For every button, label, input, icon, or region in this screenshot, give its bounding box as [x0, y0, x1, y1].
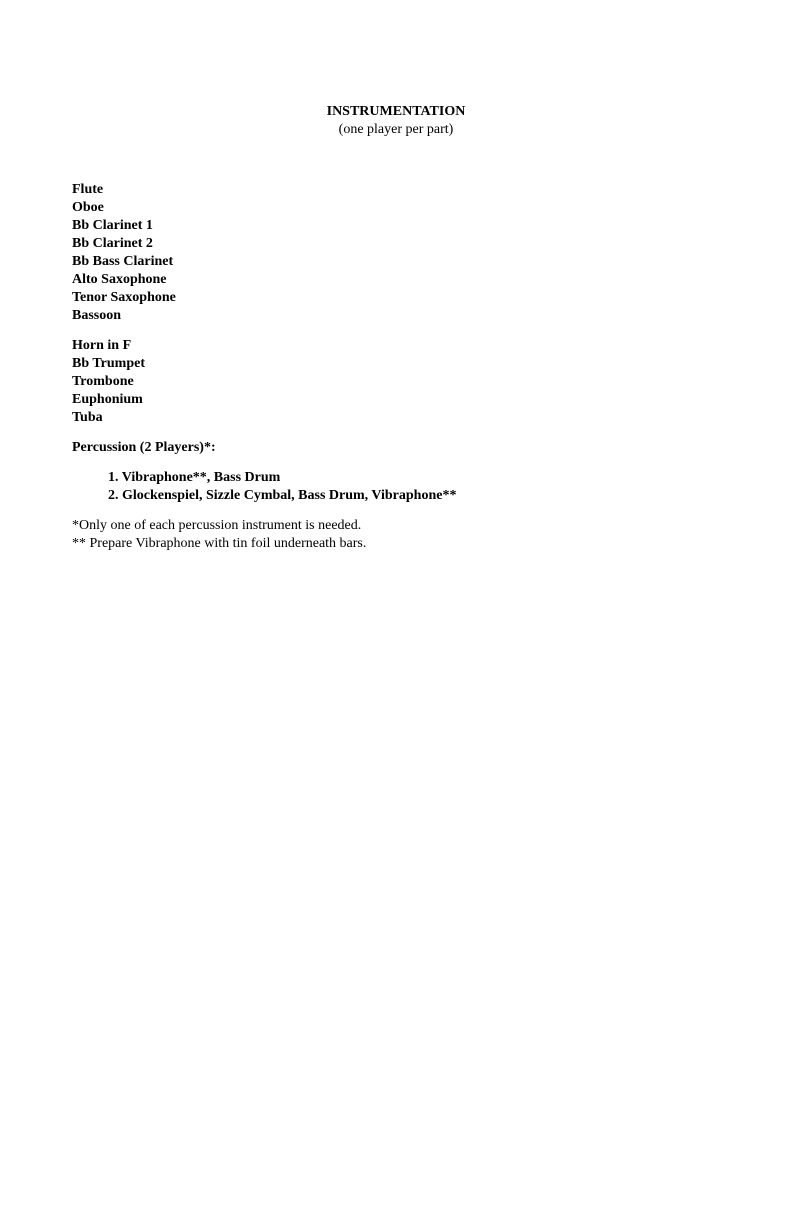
instrument-list	[72, 181, 712, 553]
percussion-players	[72, 469, 712, 505]
percussion-heading: Percussion (2 Players)*:	[72, 440, 216, 455]
instrument-tuba: Tuba	[72, 410, 103, 425]
instrument-bassoon: Bassoon	[72, 308, 122, 323]
footnote-vibraphone: ** Prepare Vibraphone with tin foil underneath bars.	[72, 536, 367, 551]
instrument-flute: Flute	[72, 182, 104, 197]
instrument-tenor-saxophone: Tenor Saxophone	[72, 290, 176, 305]
footnote-percussion: *Only one of each percussion instrument is needed.	[72, 518, 362, 533]
percussion-player-1: 1. Vibraphone**, Bass Drum	[108, 470, 281, 485]
instrument-bb-clarinet-1: Bb Clarinet 1	[72, 218, 153, 233]
instrument-euphonium: Euphonium	[72, 392, 143, 407]
page-heading	[0, 103, 792, 139]
instrument-oboe: Oboe	[72, 200, 104, 215]
instrument-trombone: Trombone	[72, 374, 134, 389]
percussion-player-2: 2. Glockenspiel, Sizzle Cymbal, Bass Drum, Vibraphone**	[108, 488, 457, 503]
page-title: INSTRUMENTATION	[326, 104, 466, 119]
brass-group	[72, 337, 712, 427]
instrument-horn-in-f: Horn in F	[72, 338, 132, 353]
instrument-bb-trumpet: Bb Trumpet	[72, 356, 145, 371]
woodwinds-group	[72, 181, 712, 325]
page-subtitle: (one player per part)	[338, 122, 454, 137]
instrument-alto-saxophone: Alto Saxophone	[72, 272, 167, 287]
instrument-bb-clarinet-2: Bb Clarinet 2	[72, 236, 153, 251]
instrument-bb-bass-clarinet: Bb Bass Clarinet	[72, 254, 174, 269]
